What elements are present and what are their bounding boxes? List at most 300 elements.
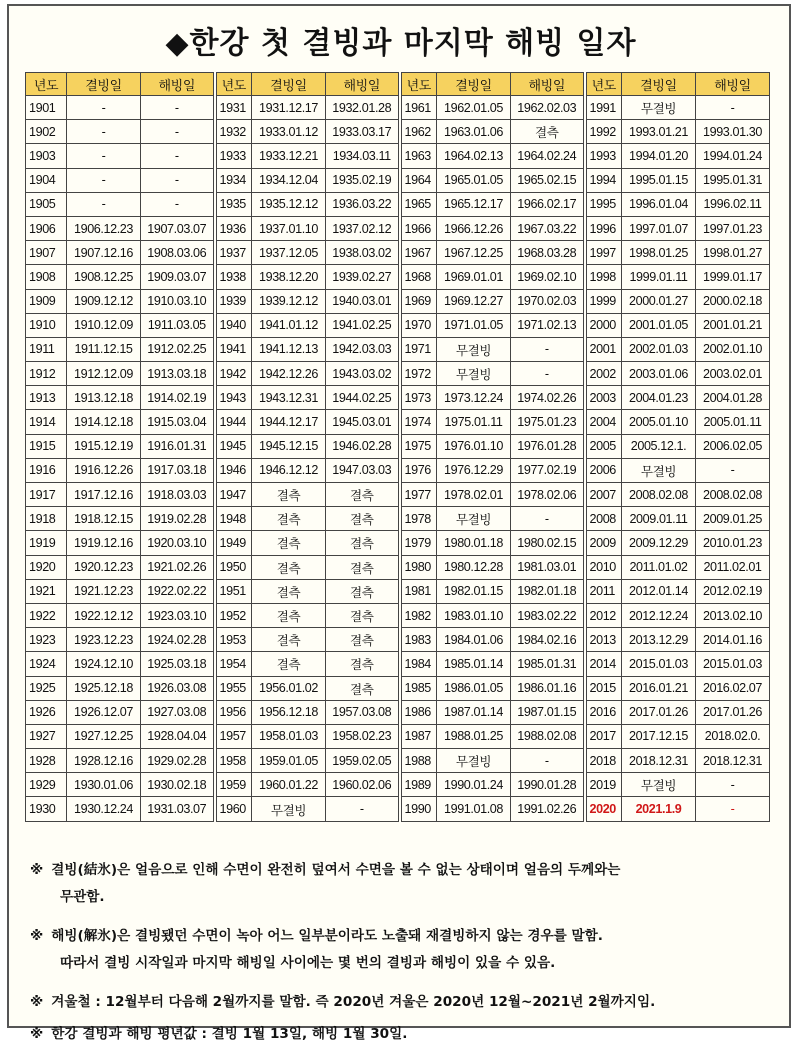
year-cell: 1905 — [26, 192, 67, 216]
thaw-date-cell: 1941.02.25 — [326, 313, 400, 337]
thaw-date-cell: 1935.02.19 — [326, 168, 400, 192]
year-cell: 1971 — [400, 337, 437, 361]
year-cell: 1995 — [585, 192, 622, 216]
year-cell: 2004 — [585, 410, 622, 434]
year-cell: 1978 — [400, 507, 437, 531]
freeze-date-cell: 1926.12.07 — [67, 700, 141, 724]
year-cell: 1920 — [26, 555, 67, 579]
thaw-date-cell: 결측 — [326, 507, 400, 531]
year-cell: 1989 — [400, 773, 437, 797]
freeze-date-cell: 1927.12.25 — [67, 724, 141, 748]
thaw-date-cell: 1908.03.06 — [141, 241, 215, 265]
table-row — [26, 386, 770, 410]
freeze-date-cell: 무결빙 — [437, 749, 511, 773]
thaw-date-cell: 1925.03.18 — [141, 652, 215, 676]
year-cell: 1907 — [26, 241, 67, 265]
thaw-date-cell: 1937.02.12 — [326, 216, 400, 240]
thaw-date-cell: 1990.01.28 — [511, 773, 585, 797]
thaw-date-cell: - — [511, 362, 585, 386]
note-symbol: ※ — [30, 862, 44, 878]
year-cell: 1904 — [26, 168, 67, 192]
note-text: 겨울철 : 12월부터 다음해 2월까지를 말함. 즉 2020년 겨울은 2020년 12월~2021년 2월까지임. — [51, 994, 656, 1010]
header-thaw: 해빙일 — [326, 73, 400, 96]
year-cell: 1952 — [215, 603, 252, 627]
table-row — [26, 773, 770, 797]
table-row — [26, 628, 770, 652]
year-cell: 1916 — [26, 458, 67, 482]
thaw-date-cell: 1917.03.18 — [141, 458, 215, 482]
year-cell: 1906 — [26, 216, 67, 240]
thaw-date-cell: 1991.02.26 — [511, 797, 585, 821]
thaw-date-cell: 1939.02.27 — [326, 265, 400, 289]
year-cell: 1956 — [215, 700, 252, 724]
table-row — [26, 507, 770, 531]
year-cell: 1954 — [215, 652, 252, 676]
freeze-date-cell: 결측 — [252, 603, 326, 627]
thaw-date-cell: 1915.03.04 — [141, 410, 215, 434]
thaw-date-cell: 1910.03.10 — [141, 289, 215, 313]
table-row — [26, 192, 770, 216]
year-cell: 1914 — [26, 410, 67, 434]
freeze-date-cell: 1910.12.09 — [67, 313, 141, 337]
freeze-date-cell: 2011.01.02 — [622, 555, 696, 579]
freeze-date-cell: 1923.12.23 — [67, 628, 141, 652]
thaw-date-cell: 2017.01.26 — [696, 700, 770, 724]
freeze-date-cell: 1982.01.15 — [437, 579, 511, 603]
freeze-date-cell: 1978.02.01 — [437, 483, 511, 507]
freeze-date-cell: 1975.01.11 — [437, 410, 511, 434]
freeze-date-cell: 2004.01.23 — [622, 386, 696, 410]
year-cell: 1938 — [215, 265, 252, 289]
header-freeze: 결빙일 — [622, 73, 696, 96]
freeze-date-cell: 1969.12.27 — [437, 289, 511, 313]
thaw-date-cell: 1975.01.23 — [511, 410, 585, 434]
table-row — [26, 410, 770, 434]
thaw-date-cell: 2015.01.03 — [696, 652, 770, 676]
year-cell: 1922 — [26, 603, 67, 627]
freeze-date-cell: 2016.01.21 — [622, 676, 696, 700]
thaw-date-cell: - — [141, 96, 215, 120]
thaw-date-cell: 1928.04.04 — [141, 724, 215, 748]
freeze-date-cell: 1941.01.12 — [252, 313, 326, 337]
freeze-date-cell: 1962.01.05 — [437, 96, 511, 120]
table-row — [26, 337, 770, 361]
freeze-date-cell: 1960.01.22 — [252, 773, 326, 797]
year-cell: 1986 — [400, 700, 437, 724]
freeze-date-cell: 1909.12.12 — [67, 289, 141, 313]
thaw-date-cell: 1920.03.10 — [141, 531, 215, 555]
thaw-date-cell: 2003.02.01 — [696, 362, 770, 386]
table-row — [26, 724, 770, 748]
freeze-date-cell: 1908.12.25 — [67, 265, 141, 289]
year-cell: 2015 — [585, 676, 622, 700]
freeze-date-cell: 1986.01.05 — [437, 676, 511, 700]
thaw-date-cell: 1996.02.11 — [696, 192, 770, 216]
freeze-date-cell: 1963.01.06 — [437, 120, 511, 144]
year-cell: 1967 — [400, 241, 437, 265]
freeze-date-cell: 1980.12.28 — [437, 555, 511, 579]
year-cell: 1975 — [400, 434, 437, 458]
table-row — [26, 531, 770, 555]
thaw-date-cell: 1988.02.08 — [511, 724, 585, 748]
header-year: 년도 — [585, 73, 622, 96]
header-year: 년도 — [215, 73, 252, 96]
note-text: 결빙(結氷)은 얼음으로 인해 수면이 완전히 덮여서 수면을 볼 수 없는 상태이며 얼음의 두께와는 — [51, 862, 621, 878]
year-cell: 1963 — [400, 144, 437, 168]
freeze-date-cell: 1985.01.14 — [437, 652, 511, 676]
thaw-date-cell: 1927.03.08 — [141, 700, 215, 724]
freeze-date-cell: 2005.01.10 — [622, 410, 696, 434]
year-cell: 2020 — [585, 797, 622, 821]
year-cell: 1942 — [215, 362, 252, 386]
table-row — [26, 144, 770, 168]
freeze-date-cell: 1956.01.02 — [252, 676, 326, 700]
freeze-date-cell: 1999.01.11 — [622, 265, 696, 289]
thaw-date-cell: 1942.03.03 — [326, 337, 400, 361]
thaw-date-cell: 1966.02.17 — [511, 192, 585, 216]
year-cell: 1936 — [215, 216, 252, 240]
freeze-date-cell: 1922.12.12 — [67, 603, 141, 627]
table-row — [26, 458, 770, 482]
freeze-date-cell: 1937.12.05 — [252, 241, 326, 265]
freeze-date-cell: 1967.12.25 — [437, 241, 511, 265]
freeze-date-cell: - — [67, 192, 141, 216]
thaw-date-cell: 2005.01.11 — [696, 410, 770, 434]
table-row — [26, 652, 770, 676]
year-cell: 1944 — [215, 410, 252, 434]
thaw-date-cell: 1999.01.17 — [696, 265, 770, 289]
year-cell: 1934 — [215, 168, 252, 192]
thaw-date-cell: 결측 — [326, 652, 400, 676]
freeze-date-cell: 1906.12.23 — [67, 216, 141, 240]
thaw-date-cell: - — [511, 507, 585, 531]
freeze-date-cell: 2012.12.24 — [622, 603, 696, 627]
year-cell: 1980 — [400, 555, 437, 579]
year-cell: 2019 — [585, 773, 622, 797]
year-cell: 1970 — [400, 313, 437, 337]
freeze-date-cell: - — [67, 120, 141, 144]
freeze-date-cell: 1907.12.16 — [67, 241, 141, 265]
thaw-date-cell: 1985.01.31 — [511, 652, 585, 676]
freeze-date-cell: 1976.01.10 — [437, 434, 511, 458]
thaw-date-cell: 1923.03.10 — [141, 603, 215, 627]
year-cell: 2017 — [585, 724, 622, 748]
freeze-date-cell: 1924.12.10 — [67, 652, 141, 676]
note-continuation: 무관함. — [60, 889, 105, 905]
year-cell: 1903 — [26, 144, 67, 168]
table-row — [26, 749, 770, 773]
year-cell: 1940 — [215, 313, 252, 337]
thaw-date-cell: 2018.02.0. — [696, 724, 770, 748]
table-row — [26, 579, 770, 603]
thaw-date-cell: 1907.03.07 — [141, 216, 215, 240]
table-row — [26, 168, 770, 192]
year-cell: 1909 — [26, 289, 67, 313]
year-cell: 1981 — [400, 579, 437, 603]
year-cell: 1917 — [26, 483, 67, 507]
thaw-date-cell: - — [141, 192, 215, 216]
freeze-date-cell: 2017.12.15 — [622, 724, 696, 748]
header-thaw: 해빙일 — [511, 73, 585, 96]
freeze-date-cell: 1994.01.20 — [622, 144, 696, 168]
year-cell: 1976 — [400, 458, 437, 482]
freeze-date-cell: 1935.12.12 — [252, 192, 326, 216]
thaw-date-cell: 1922.02.22 — [141, 579, 215, 603]
freeze-date-cell: 1958.01.03 — [252, 724, 326, 748]
freeze-date-cell: 1956.12.18 — [252, 700, 326, 724]
thaw-date-cell: 1977.02.19 — [511, 458, 585, 482]
thaw-date-cell: 1926.03.08 — [141, 676, 215, 700]
thaw-date-cell: - — [141, 120, 215, 144]
freeze-date-cell: 무결빙 — [622, 773, 696, 797]
freeze-date-cell: - — [67, 144, 141, 168]
thaw-date-cell: 1957.03.08 — [326, 700, 400, 724]
freeze-date-cell: 1984.01.06 — [437, 628, 511, 652]
freeze-date-cell: 1946.12.12 — [252, 458, 326, 482]
year-cell: 2013 — [585, 628, 622, 652]
year-cell: 2010 — [585, 555, 622, 579]
freeze-date-cell: 2008.02.08 — [622, 483, 696, 507]
thaw-date-cell: 1994.01.24 — [696, 144, 770, 168]
note-continuation: 따라서 결빙 시작일과 마지막 해빙일 사이에는 몇 번의 결빙과 해빙이 있을 수 있음. — [60, 955, 556, 971]
thaw-date-cell: 1911.03.05 — [141, 313, 215, 337]
year-cell: 1948 — [215, 507, 252, 531]
thaw-date-cell: 1969.02.10 — [511, 265, 585, 289]
year-cell: 1969 — [400, 289, 437, 313]
year-cell: 2008 — [585, 507, 622, 531]
header-freeze: 결빙일 — [67, 73, 141, 96]
freeze-date-cell: 1937.01.10 — [252, 216, 326, 240]
year-cell: 1924 — [26, 652, 67, 676]
thaw-date-cell: 1986.01.16 — [511, 676, 585, 700]
thaw-date-cell: 1947.03.03 — [326, 458, 400, 482]
header-freeze: 결빙일 — [252, 73, 326, 96]
thaw-date-cell: - — [326, 797, 400, 821]
year-cell: 1918 — [26, 507, 67, 531]
year-cell: 1910 — [26, 313, 67, 337]
year-cell: 1932 — [215, 120, 252, 144]
note-symbol: ※ — [30, 994, 44, 1010]
freeze-date-cell: 결측 — [252, 579, 326, 603]
footnotes — [30, 856, 770, 1060]
table-row — [26, 265, 770, 289]
freeze-date-cell: 2021.1.9 — [622, 797, 696, 821]
thaw-date-cell: 1993.01.30 — [696, 120, 770, 144]
freeze-date-cell: 1918.12.15 — [67, 507, 141, 531]
freeze-thaw-table — [25, 72, 770, 822]
freeze-date-cell: 1990.01.24 — [437, 773, 511, 797]
year-cell: 1990 — [400, 797, 437, 821]
thaw-date-cell: 1945.03.01 — [326, 410, 400, 434]
freeze-date-cell: 1914.12.18 — [67, 410, 141, 434]
freeze-date-cell: 무결빙 — [622, 458, 696, 482]
table-row — [26, 120, 770, 144]
freeze-date-cell: 2003.01.06 — [622, 362, 696, 386]
freeze-date-cell: 1925.12.18 — [67, 676, 141, 700]
year-cell: 1933 — [215, 144, 252, 168]
freeze-date-cell: 1928.12.16 — [67, 749, 141, 773]
thaw-date-cell: 1974.02.26 — [511, 386, 585, 410]
freeze-date-cell: 1934.12.04 — [252, 168, 326, 192]
freeze-date-cell: 결측 — [252, 628, 326, 652]
freeze-date-cell: 1942.12.26 — [252, 362, 326, 386]
year-cell: 1987 — [400, 724, 437, 748]
year-cell: 2011 — [585, 579, 622, 603]
freeze-date-cell: 1987.01.14 — [437, 700, 511, 724]
table-row — [26, 797, 770, 821]
year-cell: 2003 — [585, 386, 622, 410]
year-cell: 1966 — [400, 216, 437, 240]
thaw-date-cell: 2001.01.21 — [696, 313, 770, 337]
year-cell: 1991 — [585, 96, 622, 120]
thaw-date-cell: 1984.02.16 — [511, 628, 585, 652]
year-cell: 2007 — [585, 483, 622, 507]
thaw-date-cell: 1962.02.03 — [511, 96, 585, 120]
freeze-date-cell: 1911.12.15 — [67, 337, 141, 361]
freeze-date-cell: 1939.12.12 — [252, 289, 326, 313]
freeze-date-cell: 1973.12.24 — [437, 386, 511, 410]
year-cell: 1911 — [26, 337, 67, 361]
freeze-date-cell: 1991.01.08 — [437, 797, 511, 821]
table-row — [26, 700, 770, 724]
freeze-date-cell: 1943.12.31 — [252, 386, 326, 410]
thaw-date-cell: 1909.03.07 — [141, 265, 215, 289]
freeze-date-cell: 2002.01.03 — [622, 337, 696, 361]
thaw-date-cell: 1943.03.02 — [326, 362, 400, 386]
thaw-date-cell: 1930.02.18 — [141, 773, 215, 797]
thaw-date-cell: - — [141, 144, 215, 168]
year-cell: 1915 — [26, 434, 67, 458]
year-cell: 1913 — [26, 386, 67, 410]
note-symbol: ※ — [30, 1026, 44, 1042]
thaw-date-cell: 1983.02.22 — [511, 603, 585, 627]
thaw-date-cell: - — [511, 337, 585, 361]
table-body — [26, 96, 770, 822]
thaw-date-cell: 1936.03.22 — [326, 192, 400, 216]
year-cell: 1962 — [400, 120, 437, 144]
freeze-date-cell: 1996.01.04 — [622, 192, 696, 216]
freeze-date-cell: 1964.02.13 — [437, 144, 511, 168]
year-cell: 1945 — [215, 434, 252, 458]
thaw-date-cell: 2013.02.10 — [696, 603, 770, 627]
year-cell: 1925 — [26, 676, 67, 700]
year-cell: 1930 — [26, 797, 67, 821]
footnote — [30, 856, 770, 910]
year-cell: 1949 — [215, 531, 252, 555]
thaw-date-cell: 1981.03.01 — [511, 555, 585, 579]
year-cell: 1927 — [26, 724, 67, 748]
year-cell: 1961 — [400, 96, 437, 120]
year-cell: 1982 — [400, 603, 437, 627]
year-cell: 1902 — [26, 120, 67, 144]
table-row — [26, 289, 770, 313]
year-cell: 1908 — [26, 265, 67, 289]
freeze-date-cell: 1933.12.21 — [252, 144, 326, 168]
page-title: ◆한강 첫 결빙과 마지막 해빙 일자 — [165, 26, 637, 61]
year-cell: 1983 — [400, 628, 437, 652]
thaw-date-cell: 1965.02.15 — [511, 168, 585, 192]
thaw-date-cell: 1971.02.13 — [511, 313, 585, 337]
freeze-date-cell: 2013.12.29 — [622, 628, 696, 652]
thaw-date-cell: 1929.02.28 — [141, 749, 215, 773]
footnote — [30, 1020, 770, 1048]
thaw-date-cell: 1921.02.26 — [141, 555, 215, 579]
table-row — [26, 362, 770, 386]
year-cell: 1939 — [215, 289, 252, 313]
thaw-date-cell: 1995.01.31 — [696, 168, 770, 192]
year-cell: 1950 — [215, 555, 252, 579]
table-row — [26, 555, 770, 579]
freeze-date-cell: 1997.01.07 — [622, 216, 696, 240]
table-row — [26, 603, 770, 627]
freeze-date-cell: 1969.01.01 — [437, 265, 511, 289]
table-row — [26, 434, 770, 458]
freeze-date-cell: - — [67, 168, 141, 192]
year-cell: 1996 — [585, 216, 622, 240]
year-cell: 2006 — [585, 458, 622, 482]
year-cell: 1972 — [400, 362, 437, 386]
year-cell: 1929 — [26, 773, 67, 797]
year-cell: 1931 — [215, 96, 252, 120]
freeze-date-cell: 1945.12.15 — [252, 434, 326, 458]
thaw-date-cell: 1976.01.28 — [511, 434, 585, 458]
freeze-date-cell: 1930.01.06 — [67, 773, 141, 797]
freeze-date-cell: 1938.12.20 — [252, 265, 326, 289]
year-cell: 2014 — [585, 652, 622, 676]
year-cell: 1935 — [215, 192, 252, 216]
thaw-date-cell: - — [141, 168, 215, 192]
year-cell: 1928 — [26, 749, 67, 773]
thaw-date-cell: - — [696, 458, 770, 482]
freeze-date-cell: 1930.12.24 — [67, 797, 141, 821]
year-cell: 1901 — [26, 96, 67, 120]
year-cell: 2005 — [585, 434, 622, 458]
year-cell: 1923 — [26, 628, 67, 652]
freeze-date-cell: 무결빙 — [622, 96, 696, 120]
year-cell: 2009 — [585, 531, 622, 555]
thaw-date-cell: 결측 — [511, 120, 585, 144]
thaw-date-cell: 1982.01.18 — [511, 579, 585, 603]
freeze-date-cell: 결측 — [252, 531, 326, 555]
freeze-date-cell: 2009.01.11 — [622, 507, 696, 531]
year-cell: 1992 — [585, 120, 622, 144]
thaw-date-cell: 2002.01.10 — [696, 337, 770, 361]
thaw-date-cell: 1964.02.24 — [511, 144, 585, 168]
freeze-date-cell: 2000.01.27 — [622, 289, 696, 313]
thaw-date-cell: 2000.02.18 — [696, 289, 770, 313]
year-cell: 2001 — [585, 337, 622, 361]
freeze-date-cell: 1965.01.05 — [437, 168, 511, 192]
year-cell: 1977 — [400, 483, 437, 507]
freeze-date-cell: 1971.01.05 — [437, 313, 511, 337]
header-thaw: 해빙일 — [696, 73, 770, 96]
thaw-date-cell: - — [696, 773, 770, 797]
freeze-date-cell: 1966.12.26 — [437, 216, 511, 240]
year-cell: 1964 — [400, 168, 437, 192]
freeze-date-cell: 1931.12.17 — [252, 96, 326, 120]
year-cell: 1947 — [215, 483, 252, 507]
freeze-date-cell: 무결빙 — [437, 337, 511, 361]
table-row — [26, 241, 770, 265]
note-text: 한강 결빙과 해빙 평년값 : 결빙 1월 13일, 해빙 1월 30일. — [51, 1026, 408, 1042]
thaw-date-cell: 1968.03.28 — [511, 241, 585, 265]
year-cell: 1973 — [400, 386, 437, 410]
thaw-date-cell: 1933.03.17 — [326, 120, 400, 144]
year-cell: 1937 — [215, 241, 252, 265]
footnote — [30, 922, 770, 976]
header-freeze: 결빙일 — [437, 73, 511, 96]
freeze-date-cell: 1959.01.05 — [252, 749, 326, 773]
